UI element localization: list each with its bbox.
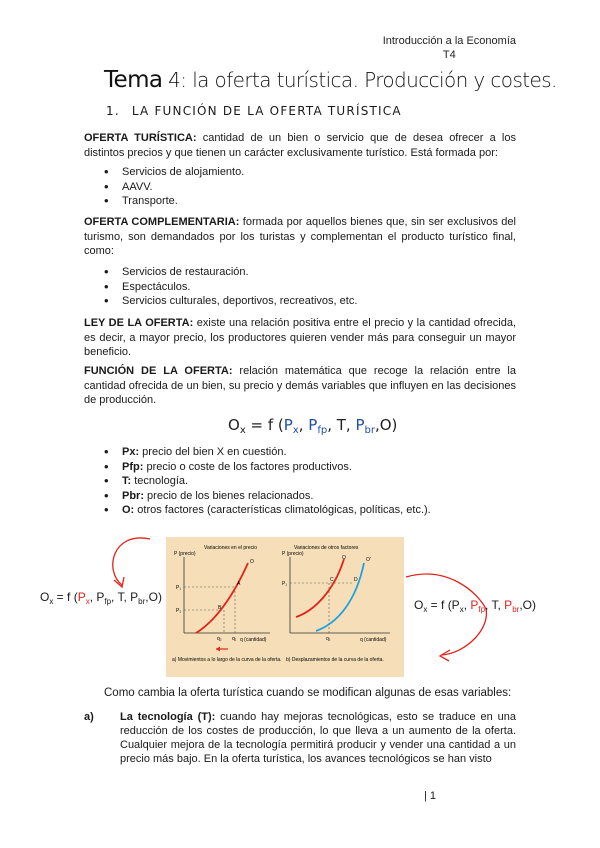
- formula-sub: br: [364, 425, 375, 436]
- var-text: precio o coste de los factores productivos.: [143, 460, 352, 473]
- item-text: cuando hay mejoras tecnológicas, esto se traduce en una reducción de los costes de producción, lo que lleva a un aumento de la oferta. Cualquier mejora de la tecnología permitirá producir y vender una cantidad a un precio más bajo. En la oferta turística, los avances tecnológicos se han visto: [120, 711, 516, 765]
- point-b: B: [218, 605, 222, 611]
- section-heading: [106, 104, 402, 118]
- definition-term: OFERTA COMPLEMENTARIA:: [84, 216, 240, 228]
- formula-sep: , T,: [485, 598, 505, 612]
- supply-function-formula: [228, 416, 397, 436]
- item-label: a): [84, 711, 94, 723]
- var-term: T:: [122, 475, 132, 487]
- list-item: [104, 460, 431, 475]
- formula-sub: x: [459, 605, 464, 614]
- formula-price-change: [40, 590, 162, 606]
- formula-sep: ,: [463, 598, 471, 612]
- var-text: otros factores (características climatológicas, políticas, etc.).: [134, 504, 431, 516]
- formula-other-factors: [414, 598, 536, 614]
- formula-sub: x: [292, 425, 299, 436]
- title-rest: la oferta turística. Producción y costes.: [192, 68, 557, 92]
- right-panel-title: Variaciones de otros factores: [294, 545, 359, 551]
- caption-b: b) Desplazamientos de la curva de la oferta.: [286, 657, 384, 663]
- curve-o-label-right: O: [342, 555, 346, 561]
- header-topic: T4: [442, 49, 456, 61]
- list-item: • Transporte.: [104, 194, 244, 209]
- p1-tick-right: P₁: [282, 581, 288, 587]
- title-number: 4:: [168, 68, 187, 92]
- q1-tick-right: q₁: [326, 636, 331, 642]
- item-technology: [84, 710, 516, 766]
- supply-curves-graphic: [166, 537, 404, 677]
- title-prefix: Tema: [104, 67, 163, 93]
- p1-tick: P₁: [176, 585, 182, 591]
- formula-sub: br: [138, 597, 146, 606]
- formula-end: ,O): [519, 598, 536, 612]
- alojamiento-list: [104, 165, 244, 209]
- formula-sub: x: [423, 605, 428, 614]
- definition-text: existe una relación positiva entre el precio y la cantidad ofrecida, es decir, a mayor precio, los productores quieren vender más para conseguir un mayor beneficio.: [84, 317, 516, 358]
- var-text: tecnología.: [131, 475, 189, 487]
- item-body: [120, 710, 516, 766]
- list-item: • Servicios culturales, deportivos, recreativos, etc.: [104, 294, 357, 309]
- list-item: • Servicios de restauración.: [104, 265, 357, 280]
- left-q-axis-label: q (cantidad): [240, 637, 267, 643]
- formula-eq: = f (: [245, 416, 284, 434]
- variables-list: [104, 445, 431, 518]
- formula-sep: , P: [89, 590, 105, 604]
- list-item: [104, 503, 431, 518]
- point-a: A: [237, 581, 241, 587]
- running-header: [383, 34, 516, 62]
- formula-pbr: P: [504, 598, 513, 612]
- formula-sub: br: [512, 605, 520, 614]
- list-item: • Servicios de alojamiento.: [104, 165, 244, 180]
- var-term: Pfp:: [122, 460, 144, 473]
- complementaria-list: [104, 265, 357, 309]
- supply-curve-original: [296, 559, 344, 617]
- list-item: • Espectáculos.: [104, 280, 357, 295]
- formula-sub: fp: [478, 605, 486, 614]
- list-item: [104, 489, 431, 504]
- oferta-complementaria-paragraph: [84, 215, 516, 259]
- page-title: [104, 67, 557, 93]
- formula-sub: x: [239, 425, 246, 436]
- list-item: [104, 445, 431, 460]
- list-item: [104, 474, 431, 489]
- right-q-axis-label: q (cantidad): [360, 637, 387, 643]
- section-number: 1.: [106, 104, 120, 118]
- formula-pbr: P: [355, 416, 365, 434]
- definition-term: LEY DE LA OFERTA:: [84, 317, 194, 329]
- var-term: O:: [122, 504, 135, 516]
- formula-sub: fp: [317, 425, 328, 436]
- funcion-oferta-paragraph: [84, 364, 516, 408]
- formula-sep: ,: [298, 416, 309, 434]
- point-d: D: [354, 577, 358, 583]
- curved-arrow-icon: [113, 538, 150, 585]
- item-term: La tecnología (T):: [120, 711, 216, 723]
- p2-tick: P₂: [176, 608, 182, 614]
- page-number: | 1: [424, 790, 437, 802]
- supply-figure: [166, 537, 404, 677]
- section-label: LA FUNCIÓN DE LA OFERTA TURÍSTICA: [131, 104, 402, 118]
- formula-sub: x: [85, 597, 90, 606]
- var-text: precio del bien X en cuestión.: [139, 446, 287, 458]
- left-p-axis-label: P (precio): [174, 551, 196, 557]
- definition-text: relación matemática que recoge la relación entre la cantidad ofrecida de un bien, su precio y demás variables que influyen en las decisiones de producción.: [84, 365, 516, 406]
- list-item: • AAVV.: [104, 180, 244, 195]
- formula-sep: , T, P: [111, 590, 139, 604]
- left-panel-title: Variaciones en el precio: [204, 545, 257, 551]
- curve-o-label: O: [250, 559, 254, 565]
- variables-intro: Como cambia la oferta turística cuando se modifican algunas de esas variables:: [104, 687, 512, 699]
- formula-sep: , T,: [327, 416, 356, 434]
- var-text: precio de los bienes relacionados.: [144, 489, 314, 502]
- right-p-axis-label: P (precio): [282, 551, 304, 557]
- formula-sub: fp: [104, 597, 112, 606]
- definition-text: formada por aquellos bienes que, sin ser exclusivos del turismo, son demandados por los turistas y complementan el producto turístico final, como:: [84, 216, 516, 257]
- oferta-turistica-paragraph: [84, 131, 516, 160]
- formula-end: ,O): [374, 416, 398, 434]
- formula-o: O: [40, 590, 50, 604]
- var-term: Px:: [122, 446, 140, 458]
- formula-eq: = f (: [53, 590, 78, 604]
- curve-o-prime-label: O': [366, 557, 371, 563]
- curved-arrow-icon: [406, 574, 486, 655]
- formula-o: O: [414, 598, 424, 612]
- formula-px: P: [77, 590, 86, 604]
- q2-tick: q₂: [217, 636, 222, 642]
- var-term: Pbr:: [122, 489, 144, 502]
- formula-sub: x: [49, 597, 54, 606]
- formula-pfp: P: [470, 598, 479, 612]
- formula-px: P: [283, 416, 293, 434]
- q1-tick: q₁: [232, 636, 237, 642]
- point-c: C: [330, 577, 334, 583]
- definition-term: FUNCIÓN DE LA OFERTA:: [84, 365, 233, 377]
- header-course: Introducción a la Economía: [382, 35, 516, 47]
- formula-eq: = f (P: [427, 598, 460, 612]
- formula-pfp: P: [308, 416, 318, 434]
- formula-end: ,O): [145, 590, 162, 604]
- formula-o: O: [228, 416, 240, 434]
- definition-term: OFERTA TURÍSTICA:: [84, 132, 197, 144]
- supply-curve-left: [196, 563, 248, 633]
- caption-a: a) Movimientos a lo largo de la curva de la oferta.: [172, 657, 282, 663]
- definition-text: cantidad de un bien o servicio que de desea ofrecer a los distintos precios y que tienen un carácter exclusivamente turístico. Está formada por:: [84, 132, 516, 159]
- ley-oferta-paragraph: [84, 316, 516, 360]
